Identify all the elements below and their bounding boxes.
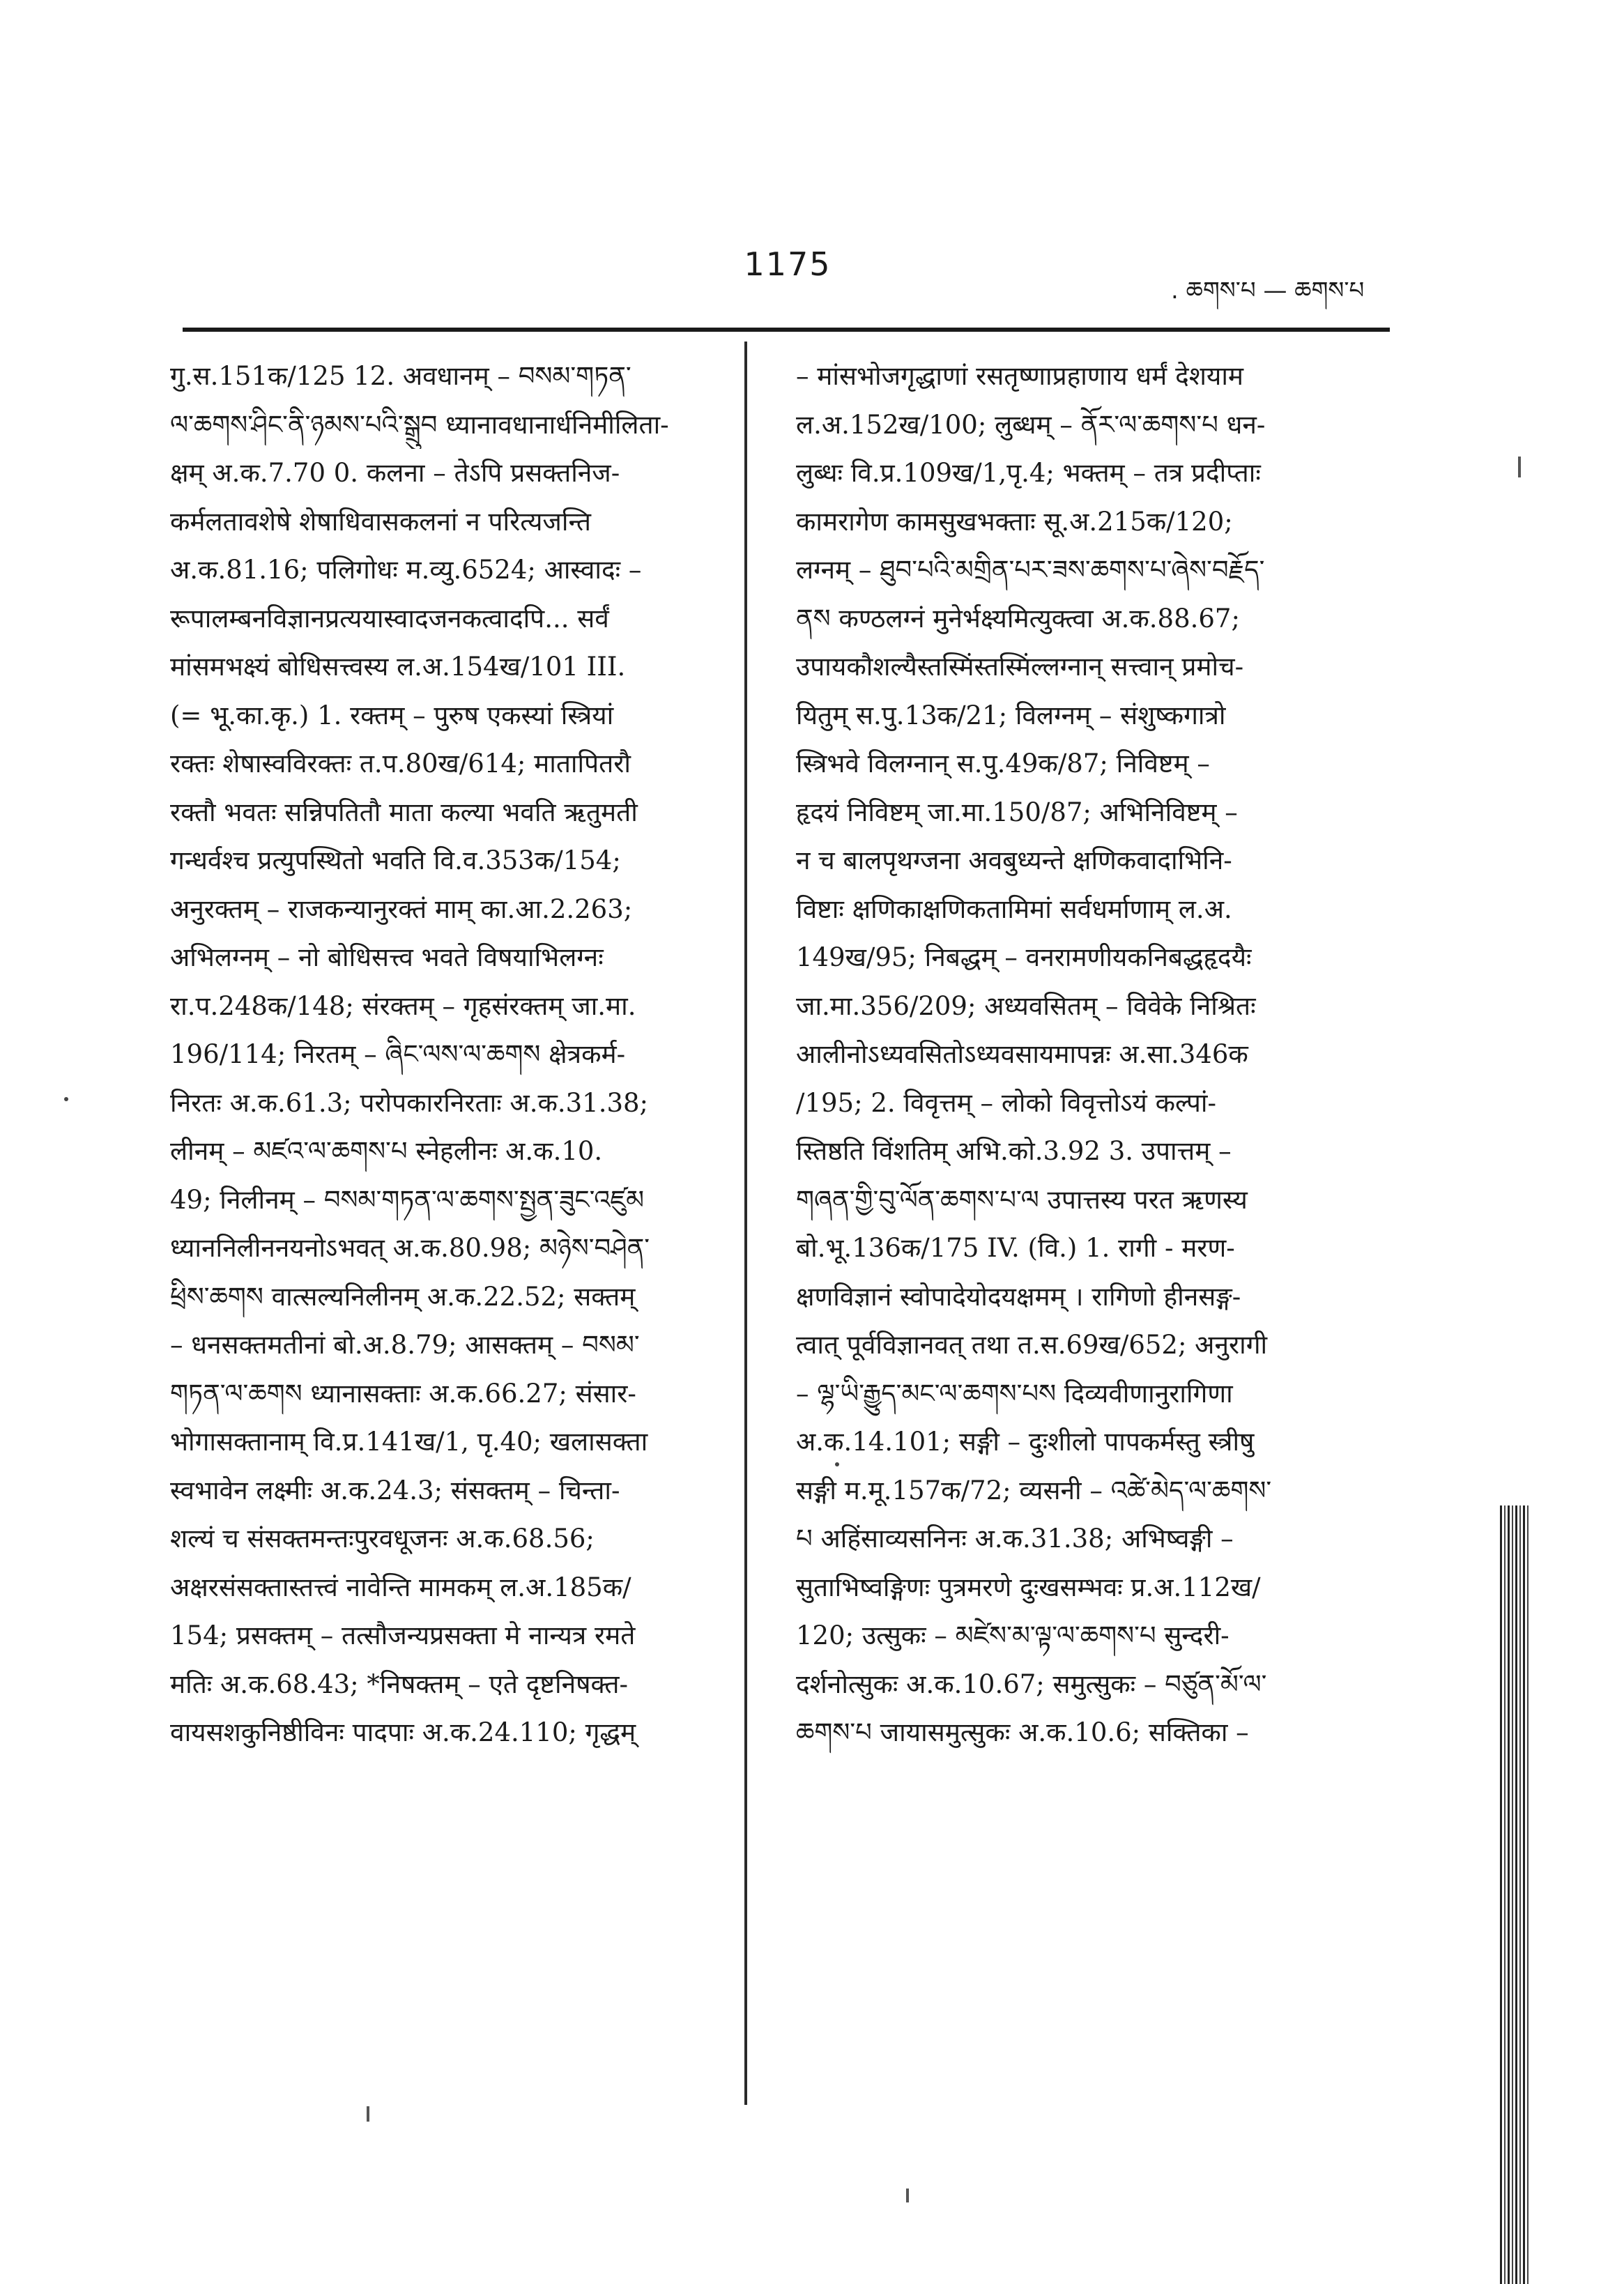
text-line: अनुरक्तम् – राजकन्यानुरक्तं माम् का.आ.2.263; — [170, 894, 633, 924]
text-line: अभिलग्नम् – नो बोधिसत्त्व भवते विषयाभिलग्नः — [170, 942, 604, 972]
text-line: ནས कण्ठलग्नं मुनेर्भक्ष्यमित्युक्त्वा अ.क.88.67; — [796, 603, 1240, 634]
text-line: གཞན་གྱི་བུ་ལོན་ཆགས་པ་ལ उपात्तस्य परत ऋणस्य — [796, 1184, 1248, 1215]
text-line: क्षणविज्ञानं स्वोपादेयोदयक्षमम् । रागिणो हीनसङ्ग- — [796, 1281, 1241, 1312]
text-line: པ अहिंसाव्यसनिनः अ.क.31.38; अभिष्वङ्गी – — [796, 1524, 1234, 1554]
text-line: /195; 2. विवृत्तम् – लोको विवृत्तोऽयं कल्पां- — [796, 1087, 1217, 1118]
running-head: . ཆགས་པ — ཆགས་པ — [1171, 277, 1365, 305]
page-number: 1175 — [744, 245, 832, 283]
scan-speck — [64, 1097, 68, 1101]
text-line: 149ख/95; निबद्धम् – वनरामणीयकनिबद्धहृदयैः — [796, 942, 1252, 972]
text-line: अ.क.14.101; सङ्गी – दुःशीलो पापकर्मस्तु स्त्रीषु — [796, 1427, 1255, 1457]
text-line: शल्यं च संसक्तमन्तःपुरवधूजनः अ.क.68.56; — [170, 1524, 595, 1554]
text-line: गन्धर्वश्च प्रत्युपस्थितो भवति वि.व.353क/154; — [170, 845, 621, 875]
text-line: रूपालम्बनविज्ञानप्रत्ययास्वादजनकत्वादपि... सर्वं — [170, 603, 609, 634]
right-column — [796, 352, 1374, 1757]
text-line: स्वभावेन लक्ष्मीः अ.क.24.3; संसक्तम् – चिन्ता- — [170, 1475, 620, 1505]
text-line: – मांसभोजगृद्धाणां रसतृष्णाप्रहाणाय धर्मं देशयाम — [796, 361, 1244, 391]
text-line: लीनम् – མཛའ་ལ་ཆགས་པ स्नेहलीनः अ.क.10. — [170, 1136, 603, 1166]
text-line: 154; प्रसक्तम् – तत्सौजन्यप्रसक्ता मे नान्यत्र रमते — [170, 1620, 636, 1650]
text-line: स्त्रिभवे विलग्नान् स.पु.49क/87; निविष्टम् – — [796, 749, 1210, 779]
scan-speck — [835, 1462, 839, 1466]
text-line: मतिः अ.क.68.43; *निषक्तम् – एते दृष्टनिषक्त- — [170, 1669, 628, 1699]
text-line: सुताभिष्वङ्गिणः पुत्रमरणे दुःखसम्भवः प्र.अ.112ख/ — [796, 1572, 1261, 1602]
text-line: हृदयं निविष्टम् जा.मा.150/87; अभिनिविष्टम् – — [796, 797, 1238, 827]
text-line: आलीनोऽध्यवसितोऽध्यवसायमापन्नः अ.सा.346क — [796, 1039, 1248, 1069]
text-line: कामरागेण कामसुखभक्ताः सू.अ.215क/120; — [796, 506, 1233, 537]
text-line: निरतः अ.क.61.3; परोपकारनिरताः अ.क.31.38; — [170, 1087, 649, 1118]
text-line: जा.मा.356/209; अध्यवसितम् – विवेके निश्रितः — [796, 990, 1256, 1021]
text-line: दर्शनोत्सुकः अ.क.10.67; समुत्सुकः – བཙུན་མོ་ལ་ — [796, 1669, 1267, 1699]
text-line: – ལྷ་ཡི་རྒྱུད་མང་ལ་ཆགས་པས दिव्यवीणानुरागिणा — [796, 1378, 1233, 1409]
text-line: लग्नम् – ཐུབ་པའི་མགྲིན་པར་ཟས་ཆགས་པ་ཞེས་བརྗོད་ — [796, 555, 1265, 585]
text-line: गु.स.151क/125 12. अवधानम् – བསམ་གཏན་ — [170, 361, 631, 391]
text-line: सङ्गी म.मू.157क/72; व्यसनी – འཚེ་མེད་ལ་ཆགས་ — [796, 1475, 1272, 1505]
text-line: 120; उत्सुकः – མཛེས་མ་ལྟ་ལ་ཆགས་པ सुन्दरी- — [796, 1620, 1230, 1650]
text-line: वायसशकुनिष्ठीविनः पादपाः अ.क.24.110; गृद्धम् — [170, 1717, 636, 1747]
scan-mark — [367, 2106, 369, 2122]
text-line: ཕྲིས་ཆགས वात्सल्यनिलीनम् अ.क.22.52; सक्तम् — [170, 1281, 636, 1312]
text-line: ལ་ཆགས་ཤིང་ནི་ཉམས་པའི་སྒྲུབ ध्यानावधानार्धनिमीलिता- — [170, 409, 669, 440]
text-line: विष्टाः क्षणिकाक्षणिकतामिमां सर्वधर्माणाम् ल.अ. — [796, 894, 1232, 924]
text-line: ल.अ.152ख/100; लुब्धम् – ནོར་ལ་ཆགས་པ धन- — [796, 409, 1266, 440]
text-line: उपायकौशल्यैस्तस्मिंस्तस्मिंल्लग्नान् सत्त्वान् प्रमोच- — [796, 652, 1244, 682]
text-line: त्वात् पूर्वविज्ञानवत् तथा त.स.69ख/652; अनुरागी — [796, 1330, 1268, 1360]
text-line: रा.प.248क/148; संरक्तम् – गृहसंरक्तम् जा.मा. — [170, 990, 636, 1021]
header-rule — [183, 328, 1390, 332]
text-line: बो.भू.136क/175 IV. (वि.) 1. रागी - मरण- — [796, 1233, 1235, 1263]
text-line: अ.क.81.16; पलिगोधः म.व्यु.6524; आस्वादः – — [170, 555, 642, 585]
text-line: स्तिष्ठति विंशतिम् अभि.को.3.92 3. उपात्तम् – — [796, 1136, 1232, 1166]
text-line: གཏན་ལ་ཆགས ध्यानासक्ताः अ.क.66.27; संसार- — [170, 1378, 636, 1409]
text-line: मांसमभक्ष्यं बोधिसत्त्वस्य ल.अ.154ख/101 III. — [170, 652, 626, 682]
column-divider — [744, 342, 747, 2105]
text-line: रक्तः शेषास्वविरक्तः त.प.80ख/614; मातापितरौ — [170, 749, 631, 779]
text-line: – धनसक्तमतीनां बो.अ.8.79; आसक्तम् – བསམ་ — [170, 1330, 640, 1360]
text-line: ध्याननिलीननयनोऽभवत् अ.क.80.98; མཉེས་བཤེན་ — [170, 1233, 650, 1263]
scan-mark — [1518, 457, 1521, 477]
text-line: कर्मलतावशेषे शेषाधिवासकलनां न परित्यजन्ति — [170, 506, 591, 537]
text-line: 49; निलीनम् – བསམ་གཏན་ལ་ཆགས་སྤྱན་ཟུང་འཛུམ — [170, 1184, 645, 1215]
text-line: न च बालपृथग्जना अवबुध्यन्ते क्षणिकवादाभिनि- — [796, 845, 1232, 875]
text-line: लुब्धः वि.प्र.109ख/1,पृ.4; भक्तम् – तत्र प्रदीप्ताः — [796, 458, 1261, 488]
text-line: ཆགས་པ जायासमुत्सुकः अ.क.10.6; सक्तिका – — [796, 1717, 1249, 1747]
text-line: अक्षरसंसक्तास्तत्त्वं नावेन्ति मामकम् ल.अ.185क/ — [170, 1572, 631, 1602]
scan-mark — [906, 2189, 909, 2202]
text-line: रक्तौ भवतः सन्निपतितौ माता कल्या भवति ऋतुमती — [170, 797, 638, 827]
text-line: भोगासक्तानाम् वि.प्र.141ख/1, पृ.40; खलासक्ता — [170, 1427, 648, 1457]
left-column — [170, 352, 721, 1757]
text-line: क्षम् अ.क.7.70 0. कलना – तेऽपि प्रसक्तनिज- — [170, 458, 620, 488]
text-line: (= भू.का.कृ.) 1. रक्तम् – पुरुष एकस्यां स्त्रियां — [170, 700, 614, 730]
scan-edge-artifact — [1500, 1505, 1529, 2284]
text-line: यितुम् स.पु.13क/21; विलग्नम् – संशुष्कगात्रो — [796, 700, 1226, 730]
text-line: 196/114; निरतम् – ཞིང་ལས་ལ་ཆགས क्षेत्रकर्म- — [170, 1039, 626, 1069]
